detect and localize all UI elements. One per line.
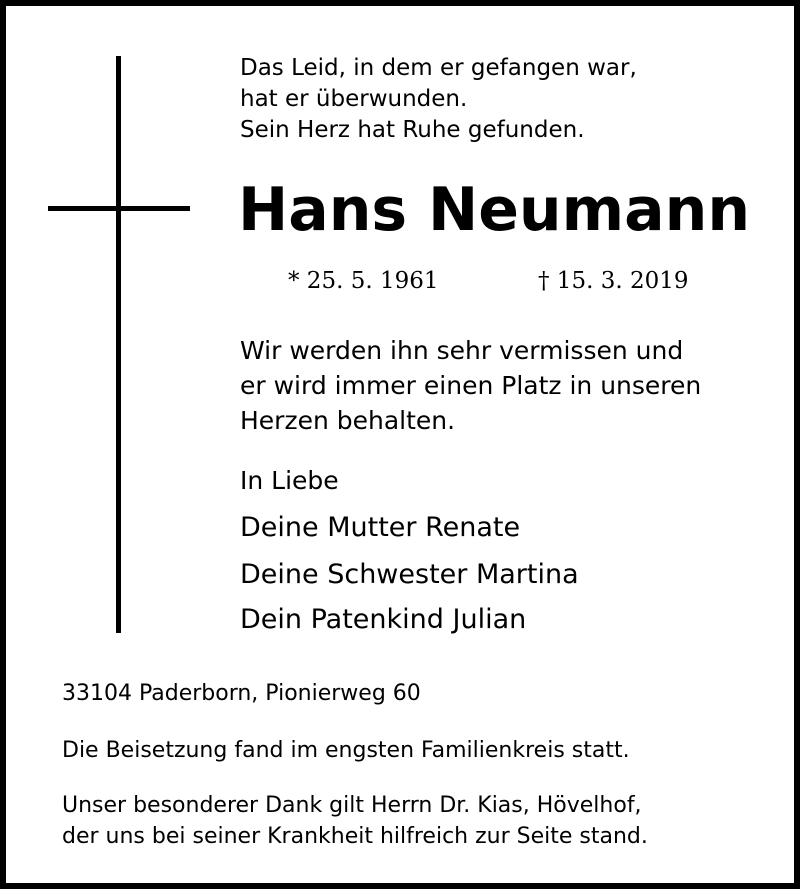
- verse: [240, 53, 637, 146]
- signature-sister: Deine Schwester Martina: [240, 559, 579, 590]
- thanks-note: [62, 790, 648, 852]
- in-love-label: In Liebe: [240, 466, 339, 495]
- burial-note: Die Beisetzung fand im engsten Familienkreis statt.: [62, 738, 630, 763]
- message-line: Herzen behalten.: [240, 406, 456, 435]
- address: 33104 Paderborn, Pionierweg 60: [62, 681, 421, 706]
- message: [240, 333, 701, 438]
- message-line: Wir werden ihn sehr vermissen und: [240, 336, 684, 365]
- message-line: er wird immer einen Platz in unseren: [240, 371, 702, 400]
- thanks-line: der uns bei seiner Krankheit hilfreich zur Seite stand.: [62, 824, 648, 849]
- thanks-line: Unser besonderer Dank gilt Herrn Dr. Kias, Hövelhof,: [62, 793, 642, 818]
- verse-line: Das Leid, in dem er gefangen war,: [240, 55, 637, 81]
- death-date: † 15. 3. 2019: [538, 268, 689, 294]
- signature-godchild: Dein Patenkind Julian: [240, 604, 527, 635]
- cross-icon-vertical-bar: [116, 56, 121, 633]
- cross-icon-horizontal-bar: [48, 206, 190, 211]
- birth-date: * 25. 5. 1961: [288, 268, 439, 294]
- verse-line: Sein Herz hat Ruhe gefunden.: [240, 117, 585, 143]
- signature-mother: Deine Mutter Renate: [240, 512, 521, 543]
- verse-line: hat er überwunden.: [240, 86, 468, 112]
- deceased-name: Hans Neumann: [238, 175, 751, 245]
